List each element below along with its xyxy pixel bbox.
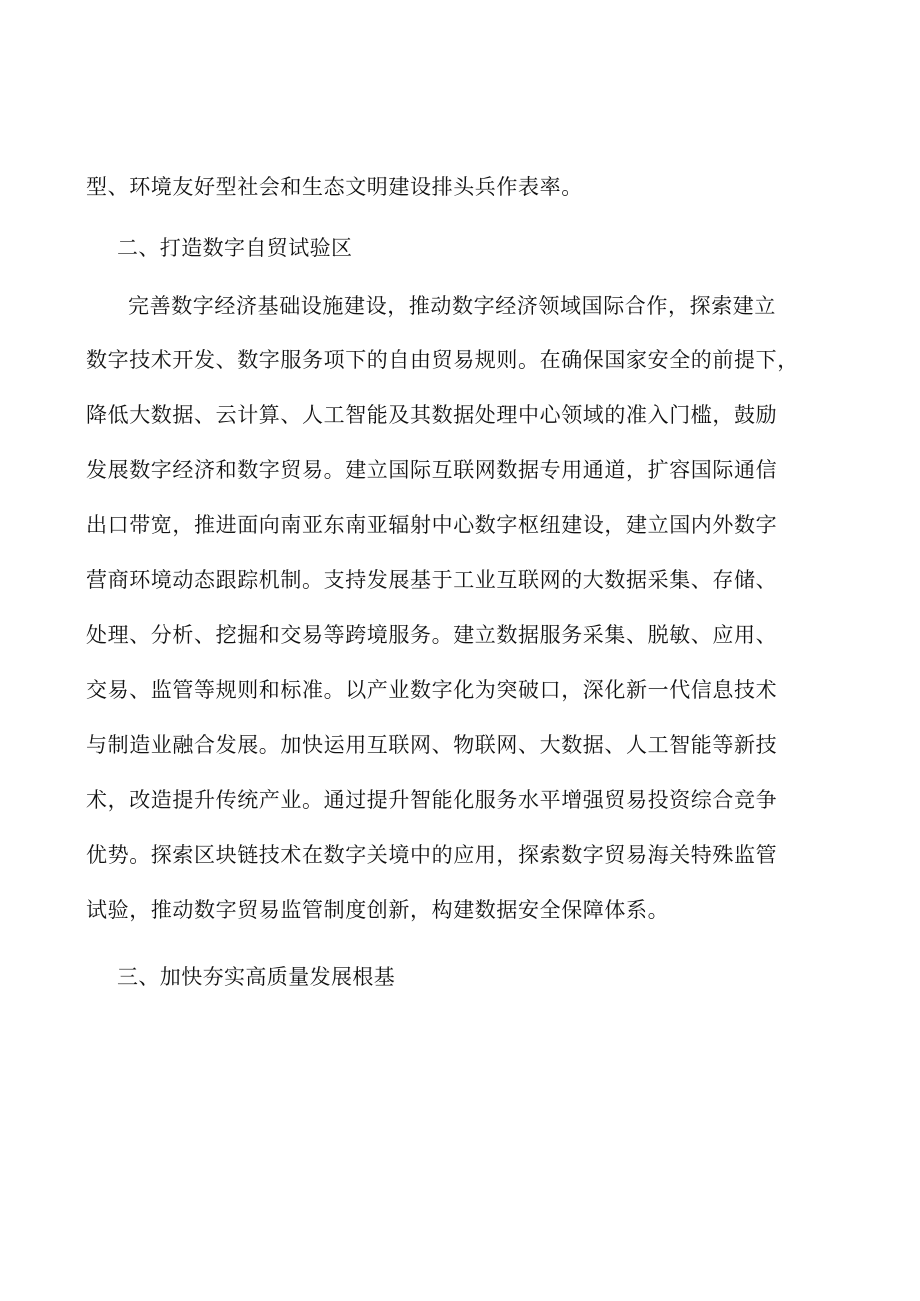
paragraph-line: 交易、监管等规则和标准。以产业数字化为突破口，深化新一代信息技术 [86, 678, 778, 702]
paragraph-line: 完善数字经济基础设施建设，推动数字经济领域国际合作，探索建立 [128, 294, 776, 318]
paragraph-line: 营商环境动态跟踪机制。支持发展基于工业互联网的大数据采集、存储、 [86, 568, 778, 592]
paragraph-line: 处理、分析、挖掘和交易等跨境服务。建立数据服务采集、脱敏、应用、 [86, 623, 778, 647]
section-heading-2: 二、打造数字自贸试验区 [117, 236, 353, 260]
paragraph-line: 优势。探索区块链技术在数字关境中的应用，探索数字贸易海关特殊监管 [86, 843, 778, 867]
paragraph-line: 数字技术开发、数字服务项下的自由贸易规则。在确保国家安全的前提下， [86, 348, 799, 372]
paragraph-line: 试验，推动数字贸易监管制度创新，构建数据安全保障体系。 [86, 898, 670, 922]
paragraph-line: 发展数字经济和数字贸易。建立国际互联网数据专用通道，扩容国际通信 [86, 458, 778, 482]
section-heading-3: 三、加快夯实高质量发展根基 [117, 965, 396, 989]
paragraph-line: 术，改造提升传统产业。通过提升智能化服务水平增强贸易投资综合竞争 [86, 788, 778, 812]
paragraph-continuation-line: 型、环境友好型社会和生态文明建设排头兵作表率。 [86, 175, 583, 199]
paragraph-line: 出口带宽，推进面向南亚东南亚辐射中心数字枢纽建设，建立国内外数字 [86, 513, 778, 537]
paragraph-line: 与制造业融合发展。加快运用互联网、物联网、大数据、人工智能等新技 [86, 733, 778, 757]
paragraph-line: 降低大数据、云计算、人工智能及其数据处理中心领域的准入门槛，鼓励 [86, 403, 778, 427]
